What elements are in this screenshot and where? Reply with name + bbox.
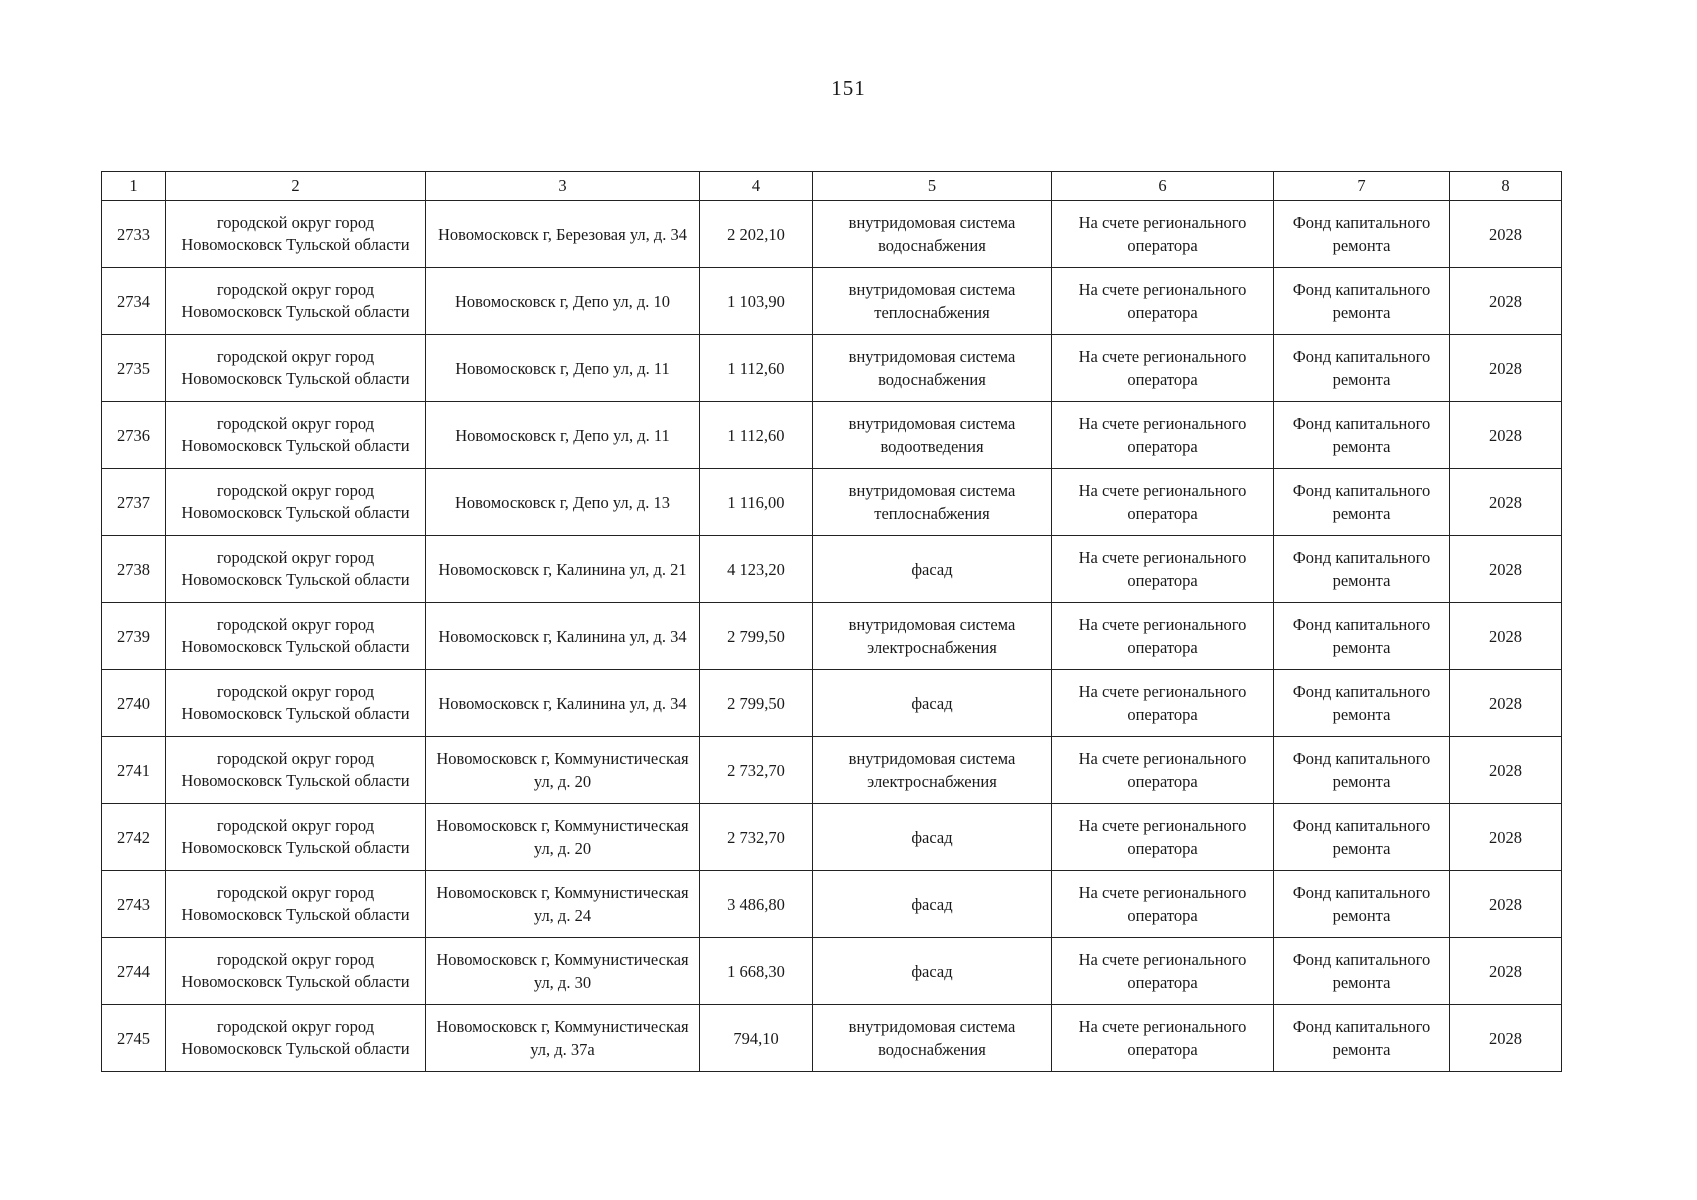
column-header-3: 3	[426, 172, 700, 201]
cell-row-number: 2738	[102, 536, 166, 603]
cell-year: 2028	[1450, 804, 1562, 871]
cell-work-type: внутридомовая система теплоснабжения	[813, 268, 1052, 335]
cell-year: 2028	[1450, 268, 1562, 335]
table-row	[102, 871, 1562, 938]
cell-area: 1 112,60	[700, 402, 813, 469]
cell-work-type: внутридомовая система водоснабжения	[813, 335, 1052, 402]
cell-area: 2 799,50	[700, 603, 813, 670]
cell-fund-source: Фонд капитального ремонта	[1274, 536, 1450, 603]
page-number: 151	[831, 76, 866, 100]
table-row	[102, 536, 1562, 603]
table-row	[102, 402, 1562, 469]
cell-row-number: 2737	[102, 469, 166, 536]
table-row	[102, 670, 1562, 737]
cell-year: 2028	[1450, 871, 1562, 938]
cell-year: 2028	[1450, 536, 1562, 603]
table-row	[102, 938, 1562, 1005]
cell-fund-source: Фонд капитального ремонта	[1274, 938, 1450, 1005]
cell-area: 1 668,30	[700, 938, 813, 1005]
cell-row-number: 2741	[102, 737, 166, 804]
cell-municipality: городской округ город Новомосковск Тульской области	[166, 670, 426, 737]
table-row	[102, 737, 1562, 804]
cell-fund-source: Фонд капитального ремонта	[1274, 402, 1450, 469]
cell-municipality: городской округ город Новомосковск Тульской области	[166, 938, 426, 1005]
cell-fund-account: На счете регионального оператора	[1052, 670, 1274, 737]
cell-fund-source: Фонд капитального ремонта	[1274, 737, 1450, 804]
table-row	[102, 804, 1562, 871]
table-row	[102, 603, 1562, 670]
cell-area: 2 732,70	[700, 737, 813, 804]
cell-municipality: городской округ город Новомосковск Тульской области	[166, 402, 426, 469]
column-header-4: 4	[700, 172, 813, 201]
cell-fund-account: На счете регионального оператора	[1052, 804, 1274, 871]
table-row	[102, 201, 1562, 268]
cell-year: 2028	[1450, 938, 1562, 1005]
cell-year: 2028	[1450, 603, 1562, 670]
cell-fund-source: Фонд капитального ремонта	[1274, 469, 1450, 536]
cell-municipality: городской округ город Новомосковск Тульской области	[166, 1005, 426, 1072]
cell-year: 2028	[1450, 670, 1562, 737]
column-header-1: 1	[102, 172, 166, 201]
cell-address: Новомосковск г, Калинина ул, д. 34	[426, 670, 700, 737]
cell-address: Новомосковск г, Депо ул, д. 11	[426, 335, 700, 402]
table-row	[102, 268, 1562, 335]
cell-address: Новомосковск г, Коммунистическая ул, д. 20	[426, 737, 700, 804]
column-header-6: 6	[1052, 172, 1274, 201]
cell-work-type: внутридомовая система электроснабжения	[813, 603, 1052, 670]
cell-area: 3 486,80	[700, 871, 813, 938]
cell-fund-source: Фонд капитального ремонта	[1274, 804, 1450, 871]
cell-year: 2028	[1450, 402, 1562, 469]
cell-municipality: городской округ город Новомосковск Тульской области	[166, 871, 426, 938]
cell-area: 1 112,60	[700, 335, 813, 402]
cell-work-type: фасад	[813, 670, 1052, 737]
cell-year: 2028	[1450, 737, 1562, 804]
cell-fund-account: На счете регионального оператора	[1052, 335, 1274, 402]
cell-fund-source: Фонд капитального ремонта	[1274, 670, 1450, 737]
table-row	[102, 1005, 1562, 1072]
cell-fund-account: На счете регионального оператора	[1052, 938, 1274, 1005]
cell-area: 2 732,70	[700, 804, 813, 871]
cell-fund-source: Фонд капитального ремонта	[1274, 335, 1450, 402]
cell-fund-account: На счете регионального оператора	[1052, 871, 1274, 938]
cell-fund-account: На счете регионального оператора	[1052, 603, 1274, 670]
cell-year: 2028	[1450, 1005, 1562, 1072]
column-header-7: 7	[1274, 172, 1450, 201]
cell-address: Новомосковск г, Депо ул, д. 11	[426, 402, 700, 469]
cell-row-number: 2736	[102, 402, 166, 469]
cell-municipality: городской округ город Новомосковск Тульской области	[166, 804, 426, 871]
table-header-row	[102, 172, 1562, 201]
cell-municipality: городской округ город Новомосковск Тульской области	[166, 335, 426, 402]
table-body	[102, 172, 1562, 1072]
cell-row-number: 2745	[102, 1005, 166, 1072]
cell-fund-account: На счете регионального оператора	[1052, 737, 1274, 804]
cell-fund-source: Фонд капитального ремонта	[1274, 268, 1450, 335]
cell-work-type: фасад	[813, 536, 1052, 603]
cell-address: Новомосковск г, Березовая ул, д. 34	[426, 201, 700, 268]
cell-address: Новомосковск г, Коммунистическая ул, д. 24	[426, 871, 700, 938]
cell-municipality: городской округ город Новомосковск Тульской области	[166, 469, 426, 536]
cell-fund-source: Фонд капитального ремонта	[1274, 871, 1450, 938]
cell-work-type: фасад	[813, 804, 1052, 871]
column-header-5: 5	[813, 172, 1052, 201]
cell-area: 794,10	[700, 1005, 813, 1072]
cell-work-type: внутридомовая система водоснабжения	[813, 201, 1052, 268]
cell-work-type: фасад	[813, 871, 1052, 938]
cell-address: Новомосковск г, Коммунистическая ул, д. 20	[426, 804, 700, 871]
cell-address: Новомосковск г, Калинина ул, д. 21	[426, 536, 700, 603]
cell-municipality: городской округ город Новомосковск Тульской области	[166, 536, 426, 603]
table-row	[102, 469, 1562, 536]
column-header-8: 8	[1450, 172, 1562, 201]
cell-work-type: внутридомовая система теплоснабжения	[813, 469, 1052, 536]
capital-repair-table	[101, 171, 1562, 1072]
cell-row-number: 2744	[102, 938, 166, 1005]
cell-work-type: внутридомовая система водоснабжения	[813, 1005, 1052, 1072]
cell-row-number: 2739	[102, 603, 166, 670]
cell-address: Новомосковск г, Коммунистическая ул, д. 37а	[426, 1005, 700, 1072]
cell-area: 1 116,00	[700, 469, 813, 536]
cell-fund-source: Фонд капитального ремонта	[1274, 201, 1450, 268]
cell-work-type: внутридомовая система электроснабжения	[813, 737, 1052, 804]
cell-address: Новомосковск г, Депо ул, д. 10	[426, 268, 700, 335]
cell-fund-account: На счете регионального оператора	[1052, 1005, 1274, 1072]
cell-year: 2028	[1450, 335, 1562, 402]
cell-address: Новомосковск г, Депо ул, д. 13	[426, 469, 700, 536]
column-header-2: 2	[166, 172, 426, 201]
cell-row-number: 2734	[102, 268, 166, 335]
cell-row-number: 2743	[102, 871, 166, 938]
cell-work-type: внутридомовая система водоотведения	[813, 402, 1052, 469]
cell-fund-source: Фонд капитального ремонта	[1274, 603, 1450, 670]
cell-area: 2 202,10	[700, 201, 813, 268]
cell-address: Новомосковск г, Коммунистическая ул, д. 30	[426, 938, 700, 1005]
cell-row-number: 2735	[102, 335, 166, 402]
cell-year: 2028	[1450, 201, 1562, 268]
cell-municipality: городской округ город Новомосковск Тульской области	[166, 737, 426, 804]
cell-municipality: городской округ город Новомосковск Тульской области	[166, 201, 426, 268]
cell-year: 2028	[1450, 469, 1562, 536]
cell-row-number: 2733	[102, 201, 166, 268]
cell-area: 1 103,90	[700, 268, 813, 335]
cell-address: Новомосковск г, Калинина ул, д. 34	[426, 603, 700, 670]
cell-fund-account: На счете регионального оператора	[1052, 402, 1274, 469]
cell-municipality: городской округ город Новомосковск Тульской области	[166, 268, 426, 335]
cell-municipality: городской округ город Новомосковск Тульской области	[166, 603, 426, 670]
cell-fund-source: Фонд капитального ремонта	[1274, 1005, 1450, 1072]
cell-work-type: фасад	[813, 938, 1052, 1005]
cell-fund-account: На счете регионального оператора	[1052, 201, 1274, 268]
cell-fund-account: На счете регионального оператора	[1052, 536, 1274, 603]
cell-fund-account: На счете регионального оператора	[1052, 268, 1274, 335]
cell-area: 4 123,20	[700, 536, 813, 603]
table-row	[102, 335, 1562, 402]
cell-fund-account: На счете регионального оператора	[1052, 469, 1274, 536]
cell-area: 2 799,50	[700, 670, 813, 737]
cell-row-number: 2742	[102, 804, 166, 871]
cell-row-number: 2740	[102, 670, 166, 737]
